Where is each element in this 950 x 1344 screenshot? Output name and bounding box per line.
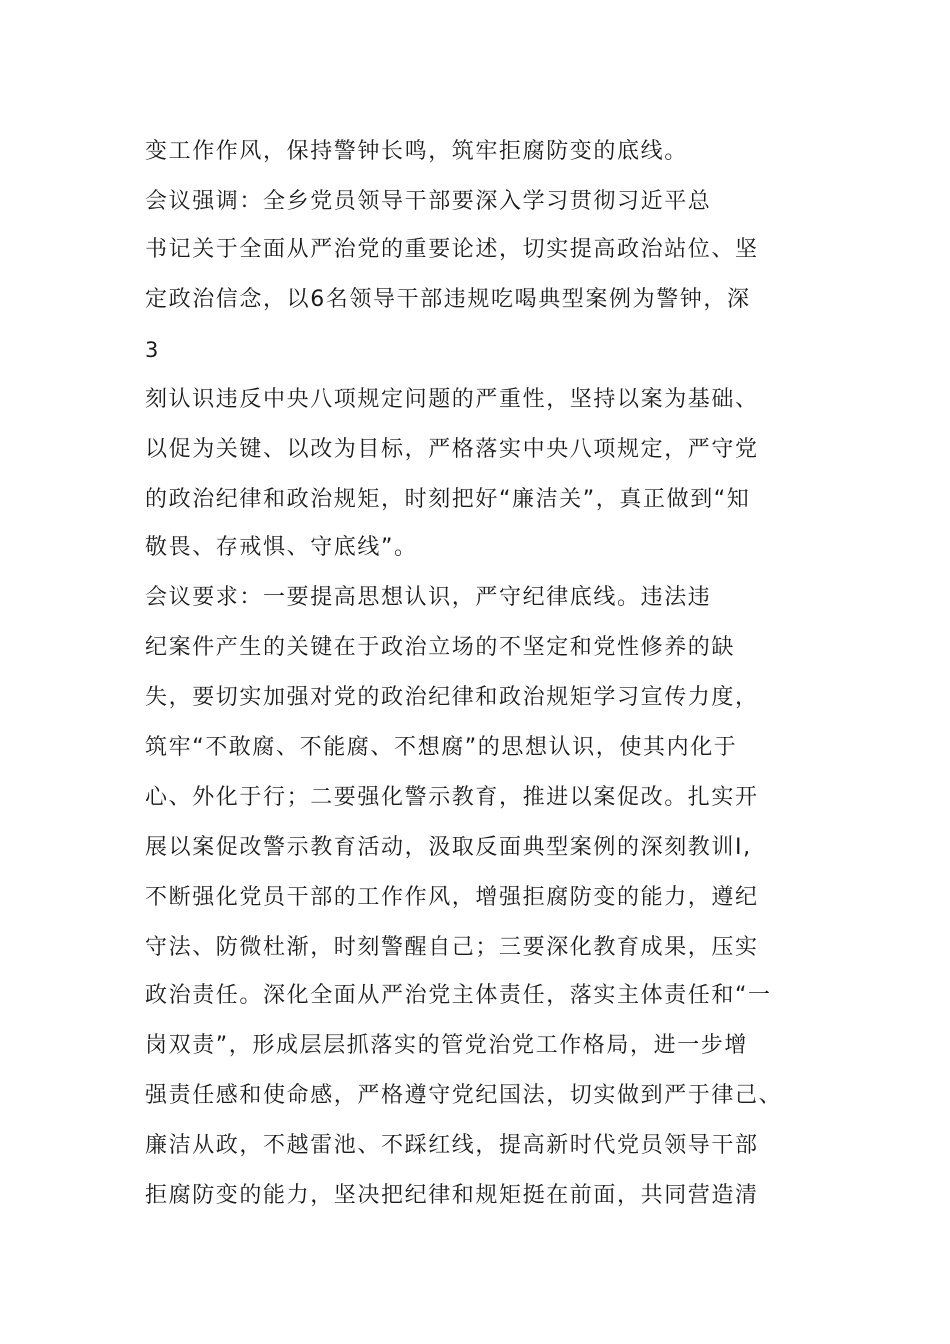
page-number: 3 bbox=[145, 338, 159, 362]
text-line: 不断强化党员干部的工作作风，增强拒腐防变的能力，遵纪 bbox=[145, 885, 759, 910]
text-line: 的政治纪律和政治规矩，时刻把好“廉洁关”，真正做到“知 bbox=[145, 487, 751, 512]
text-line: 失，要切实加强对党的政治纪律和政治规矩学习宣传力度， bbox=[145, 685, 759, 710]
text-line: 廉洁从政，不越雷池、不踩红线，提高新时代党员领导干部 bbox=[145, 1133, 759, 1158]
text-line: 拒腐防变的能力，坚决把纪律和规矩挺在前面，共同营造清 bbox=[145, 1183, 759, 1208]
text-line: 敬畏、存戒惧、守底线”。 bbox=[145, 535, 418, 560]
text-line: 政治责任。深化全面从严治党主体责任，落实主体责任和“一 bbox=[145, 983, 772, 1008]
text-line: 强责任感和使命感，严格遵守党纪国法，切实做到严于律己、 bbox=[145, 1083, 783, 1108]
text-line: 筑牢“不敢腐、不能腐、不想腐”的思想认识，使其内化于 bbox=[145, 735, 738, 760]
text-line: 书记关于全面从严治党的重要论述，切实提高政治站位、坚 bbox=[145, 237, 759, 262]
text-line: 纪案件产生的关键在于政治立场的不坚定和党性修养的缺 bbox=[145, 635, 736, 660]
text-line: 岗双责”，形成层层抓落实的管党治党工作格局，进一步增 bbox=[145, 1033, 748, 1058]
text-line: 会议要求：一要提高思想认识，严守纪律底线。违法违 bbox=[145, 585, 712, 610]
text-line: 变工作作风，保持警钟长鸣，筑牢拒腐防变的底线。 bbox=[145, 139, 688, 164]
text-line: 守法、防微杜渐，时刻警醒自己；三要深化教育成果，压实 bbox=[145, 935, 759, 960]
text-line: 会议强调：全乡党员领导干部要深入学习贯彻习近平总 bbox=[145, 189, 712, 214]
text-line: 展以案促改警示教育活动，汲取反面典型案例的深刻教训I, bbox=[145, 835, 752, 860]
text-line: 以促为关键、以改为目标，严格落实中央八项规定，严守党 bbox=[145, 437, 759, 462]
text-line: 刻认识违反中央八项规定问题的严重性，坚持以案为基础、 bbox=[145, 387, 759, 412]
text-line: 定政治信念，以6名领导干部违规吃喝典型案例为警钟，深 bbox=[145, 287, 751, 312]
text-line: 心、外化于行；二要强化警示教育，推进以案促改。扎实开 bbox=[145, 785, 759, 810]
